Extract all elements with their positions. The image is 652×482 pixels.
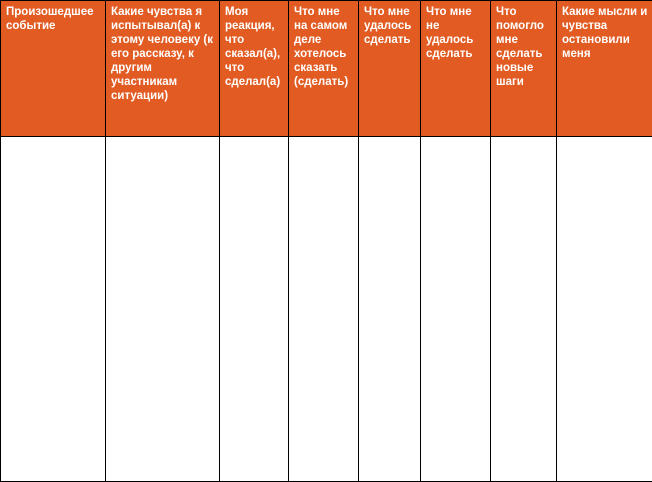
- cell-event[interactable]: [1, 137, 106, 482]
- cell-what-i-managed-to-do[interactable]: [359, 137, 421, 482]
- cell-what-i-wanted-to-say[interactable]: [289, 137, 359, 482]
- cell-what-helped-new-steps[interactable]: [491, 137, 557, 482]
- column-header-what-helped-new-steps: Что помогло мне сделать новые шаги: [491, 1, 557, 137]
- column-header-what-i-failed-to-do: Что мне не удалось сделать: [421, 1, 491, 137]
- table-header-row: [1, 1, 652, 137]
- column-header-my-reaction: Моя реакция, что сказал(а), что сделал(а): [220, 1, 289, 137]
- column-header-what-i-wanted-to-say: Что мне на самом деле хотелось сказать (сделать): [289, 1, 359, 137]
- column-header-what-i-managed-to-do: Что мне удалось сделать: [359, 1, 421, 137]
- cell-my-reaction[interactable]: [220, 137, 289, 482]
- column-header-event: Произошедшее событие: [1, 1, 106, 137]
- cell-thoughts-that-stopped-me[interactable]: [557, 137, 652, 482]
- cell-feelings-toward-person[interactable]: [106, 137, 220, 482]
- column-header-feelings-toward-person: Какие чувства я испытывал(а) к этому человеку (к его рассказу, к другим участникам ситуации): [106, 1, 220, 137]
- column-header-thoughts-that-stopped-me: Какие мысли и чувства остановили меня: [557, 1, 652, 137]
- table-row: [1, 137, 652, 482]
- cell-what-i-failed-to-do[interactable]: [421, 137, 491, 482]
